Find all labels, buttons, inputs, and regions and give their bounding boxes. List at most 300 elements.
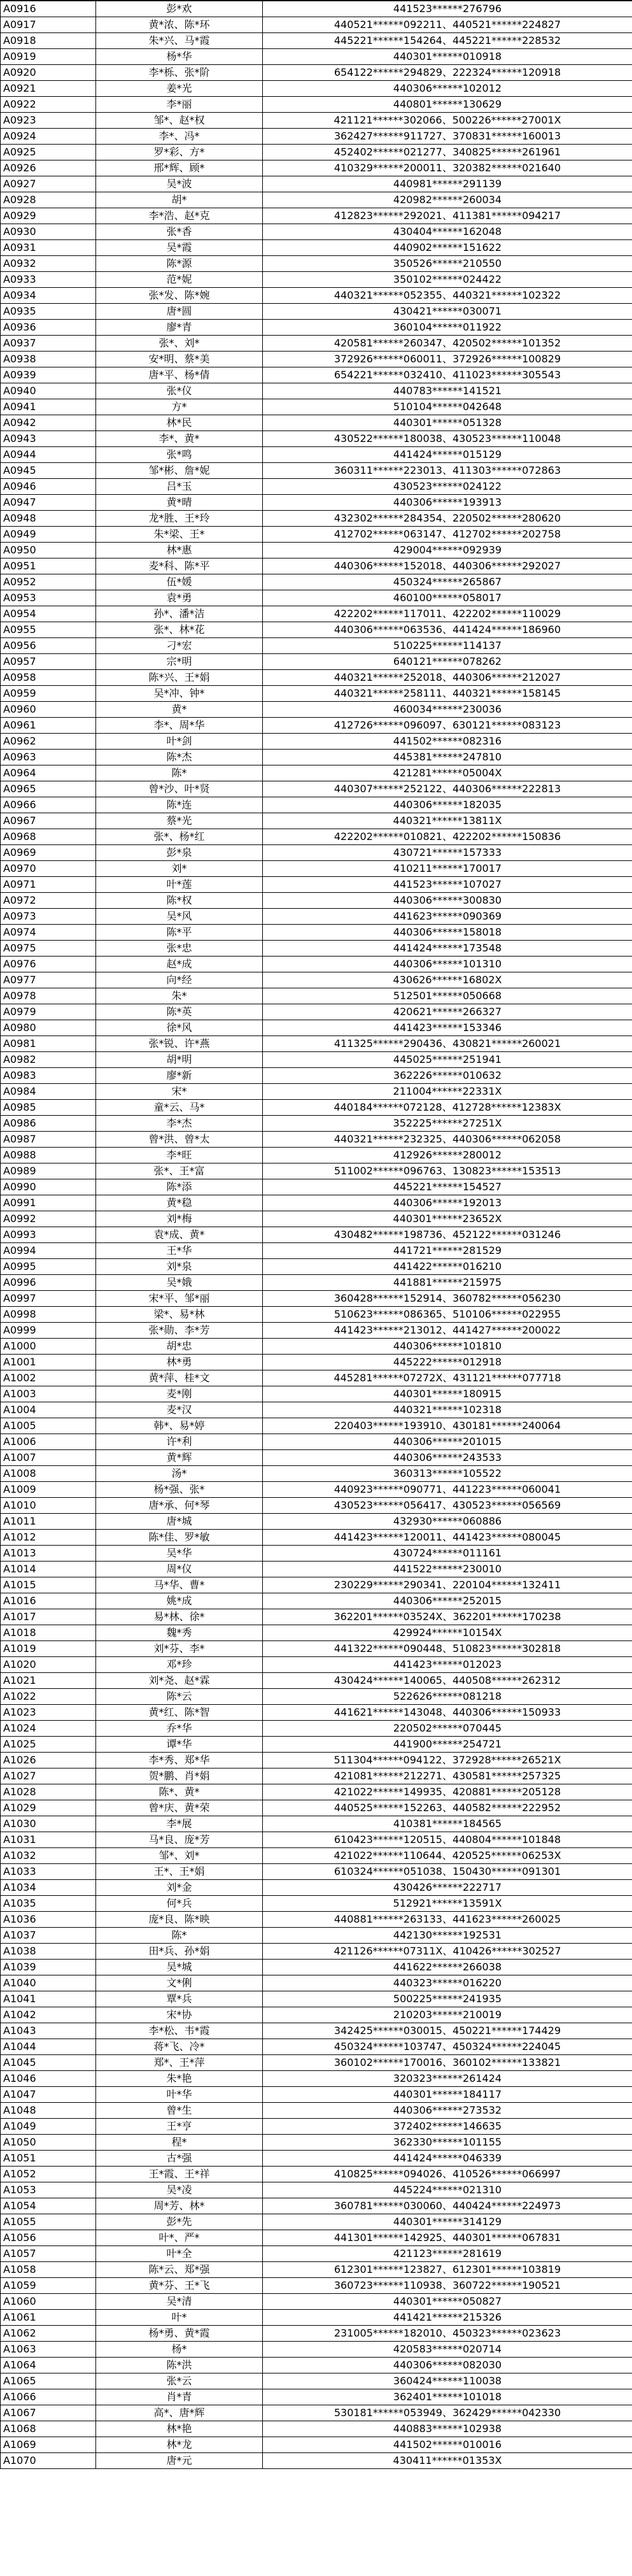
row-id-cell[interactable]: A1063 (1, 2342, 96, 2358)
row-id-number-cell[interactable]: 422202******117011、422202******110029 (263, 606, 632, 622)
row-id-cell[interactable]: A0920 (1, 65, 96, 81)
row-id-cell[interactable]: A0983 (1, 1068, 96, 1084)
row-name-cell[interactable]: 彭*先 (96, 2214, 263, 2230)
row-name-cell[interactable]: 姜*光 (96, 81, 263, 97)
row-name-cell[interactable]: 王*亨 (96, 2119, 263, 2135)
row-id-cell[interactable]: A1053 (1, 2182, 96, 2198)
row-id-number-cell[interactable]: 654122******294829、222324******120918 (263, 65, 632, 81)
row-id-number-cell[interactable]: 441622******266038 (263, 1960, 632, 1975)
row-id-cell[interactable]: A1026 (1, 1753, 96, 1768)
row-name-cell[interactable]: 肖*青 (96, 2389, 263, 2405)
row-id-number-cell[interactable]: 362427******911727、370831******160013 (263, 129, 632, 145)
row-id-number-cell[interactable]: 441424******046339 (263, 2151, 632, 2167)
row-name-cell[interactable]: 廖*新 (96, 1068, 263, 1084)
row-id-number-cell[interactable]: 450324******265867 (263, 574, 632, 590)
row-id-cell[interactable]: A0967 (1, 813, 96, 829)
row-id-number-cell[interactable]: 445221******154527 (263, 1179, 632, 1195)
row-id-cell[interactable]: A1038 (1, 1944, 96, 1960)
row-name-cell[interactable]: 陈*云、郑*强 (96, 2262, 263, 2278)
row-id-cell[interactable]: A0961 (1, 718, 96, 734)
row-id-number-cell[interactable]: 360104******011922 (263, 320, 632, 336)
row-id-number-cell[interactable]: 510104******042648 (263, 399, 632, 415)
row-name-cell[interactable]: 邹*彬、詹*妮 (96, 463, 263, 479)
row-id-number-cell[interactable]: 421121******302066、500226******27001X (263, 113, 632, 129)
row-id-number-cell[interactable]: 512501******050668 (263, 988, 632, 1004)
row-name-cell[interactable]: 陈*源 (96, 256, 263, 272)
row-id-cell[interactable]: A0975 (1, 941, 96, 957)
row-id-cell[interactable]: A0995 (1, 1259, 96, 1275)
row-name-cell[interactable]: 安*明、蔡*美 (96, 352, 263, 367)
row-id-cell[interactable]: A0945 (1, 463, 96, 479)
row-id-cell[interactable]: A0919 (1, 49, 96, 65)
row-id-number-cell[interactable]: 460034******230036 (263, 702, 632, 718)
row-id-number-cell[interactable]: 360781******030060、440424******224973 (263, 2198, 632, 2214)
row-id-number-cell[interactable]: 440306******082030 (263, 2358, 632, 2373)
row-id-cell[interactable]: A1006 (1, 1434, 96, 1450)
row-id-cell[interactable]: A0923 (1, 113, 96, 129)
row-id-number-cell[interactable]: 530181******053949、362429******042330 (263, 2405, 632, 2421)
row-id-cell[interactable]: A0953 (1, 590, 96, 606)
row-id-cell[interactable]: A0963 (1, 750, 96, 765)
row-name-cell[interactable]: 胡*忠 (96, 1339, 263, 1355)
row-id-number-cell[interactable]: 410825******094026、410526******066997 (263, 2167, 632, 2182)
row-id-number-cell[interactable]: 441502******010016 (263, 2437, 632, 2453)
row-id-cell[interactable]: A0959 (1, 686, 96, 702)
row-id-number-cell[interactable]: 610324******051038、150430******091301 (263, 1864, 632, 1880)
row-name-cell[interactable]: 李*、周*华 (96, 718, 263, 734)
row-name-cell[interactable]: 张*仪 (96, 383, 263, 399)
row-name-cell[interactable]: 向*经 (96, 972, 263, 988)
row-id-number-cell[interactable]: 440306******101810 (263, 1339, 632, 1355)
row-name-cell[interactable]: 麦*汉 (96, 1402, 263, 1418)
row-id-number-cell[interactable]: 522626******081218 (263, 1689, 632, 1705)
row-id-cell[interactable]: A0976 (1, 957, 96, 972)
row-id-cell[interactable]: A0927 (1, 176, 96, 192)
row-name-cell[interactable]: 陈*杰 (96, 750, 263, 765)
row-id-number-cell[interactable]: 440321******252018、440306******212027 (263, 670, 632, 686)
row-name-cell[interactable]: 张*忠 (96, 941, 263, 957)
row-id-cell[interactable]: A0982 (1, 1052, 96, 1068)
row-id-number-cell[interactable]: 441881******215975 (263, 1275, 632, 1291)
row-id-cell[interactable]: A1010 (1, 1498, 96, 1514)
row-id-number-cell[interactable]: 429004******092939 (263, 543, 632, 559)
row-id-number-cell[interactable]: 429924******10154X (263, 1625, 632, 1641)
row-id-cell[interactable]: A0993 (1, 1227, 96, 1243)
row-id-cell[interactable]: A1023 (1, 1705, 96, 1721)
row-id-cell[interactable]: A0973 (1, 909, 96, 925)
row-name-cell[interactable]: 黄*浓、陈*环 (96, 17, 263, 33)
row-id-cell[interactable]: A1035 (1, 1896, 96, 1912)
row-id-cell[interactable]: A1000 (1, 1339, 96, 1355)
row-name-cell[interactable]: 马*华、曹* (96, 1577, 263, 1593)
row-id-number-cell[interactable]: 350526******210550 (263, 256, 632, 272)
row-id-number-cell[interactable]: 441623******090369 (263, 909, 632, 925)
row-id-cell[interactable]: A0928 (1, 192, 96, 208)
row-name-cell[interactable]: 唐*元 (96, 2453, 263, 2469)
row-id-cell[interactable]: A0994 (1, 1243, 96, 1259)
row-id-number-cell[interactable]: 230229******290341、220104******132411 (263, 1577, 632, 1593)
row-id-number-cell[interactable]: 440301******051328 (263, 415, 632, 431)
row-id-cell[interactable]: A0955 (1, 622, 96, 638)
row-id-number-cell[interactable]: 430404******162048 (263, 224, 632, 240)
row-id-cell[interactable]: A0986 (1, 1116, 96, 1132)
row-id-cell[interactable]: A1005 (1, 1418, 96, 1434)
row-name-cell[interactable]: 林*艳 (96, 2421, 263, 2437)
row-name-cell[interactable]: 许*利 (96, 1434, 263, 1450)
row-id-number-cell[interactable]: 441422******016210 (263, 1259, 632, 1275)
row-id-number-cell[interactable]: 445281******07272X、431121******077718 (263, 1370, 632, 1386)
row-id-number-cell[interactable]: 440306******243533 (263, 1450, 632, 1466)
row-id-number-cell[interactable]: 360102******170016、360102******133821 (263, 2055, 632, 2071)
row-id-number-cell[interactable]: 342425******030015、450221******174429 (263, 2023, 632, 2039)
row-id-number-cell[interactable]: 421081******212271、430581******257325 (263, 1768, 632, 1784)
row-id-number-cell[interactable]: 440306******300830 (263, 893, 632, 909)
row-id-number-cell[interactable]: 440525******152263、440582******222952 (263, 1800, 632, 1816)
row-name-cell[interactable]: 刘*梅 (96, 1211, 263, 1227)
row-id-cell[interactable]: A1025 (1, 1737, 96, 1753)
row-name-cell[interactable]: 童*云、马* (96, 1100, 263, 1116)
row-name-cell[interactable]: 李*松、韦*霞 (96, 2023, 263, 2039)
row-id-cell[interactable]: A1059 (1, 2278, 96, 2294)
row-id-cell[interactable]: A1060 (1, 2294, 96, 2310)
row-id-number-cell[interactable]: 440301******180915 (263, 1386, 632, 1402)
row-id-number-cell[interactable]: 421281******05004X (263, 765, 632, 781)
row-id-number-cell[interactable]: 372402******146635 (263, 2119, 632, 2135)
row-id-cell[interactable]: A0931 (1, 240, 96, 256)
row-name-cell[interactable]: 陈*平 (96, 925, 263, 941)
row-id-number-cell[interactable]: 441522******230010 (263, 1562, 632, 1577)
row-name-cell[interactable]: 朱* (96, 988, 263, 1004)
row-id-cell[interactable]: A0943 (1, 431, 96, 447)
row-name-cell[interactable]: 吴*清 (96, 2294, 263, 2310)
row-id-cell[interactable]: A1042 (1, 2007, 96, 2023)
row-name-cell[interactable]: 刘*芬、李* (96, 1641, 263, 1657)
row-id-cell[interactable]: A0985 (1, 1100, 96, 1116)
row-name-cell[interactable]: 贺*鹏、肖*娟 (96, 1768, 263, 1784)
row-id-number-cell[interactable]: 360723******110938、360722******190521 (263, 2278, 632, 2294)
row-name-cell[interactable]: 曾*洪、曾*太 (96, 1132, 263, 1148)
row-id-number-cell[interactable]: 410211******170017 (263, 861, 632, 877)
row-name-cell[interactable]: 李*浩、赵*克 (96, 208, 263, 224)
row-id-number-cell[interactable]: 441523******107027 (263, 877, 632, 893)
row-name-cell[interactable]: 曾*沙、叶*贤 (96, 781, 263, 797)
row-id-cell[interactable]: A0946 (1, 479, 96, 495)
row-id-cell[interactable]: A1020 (1, 1657, 96, 1673)
row-id-number-cell[interactable]: 440981******291139 (263, 176, 632, 192)
row-id-number-cell[interactable]: 420581******260347、420502******101352 (263, 336, 632, 352)
row-id-number-cell[interactable]: 210203******210019 (263, 2007, 632, 2023)
row-id-number-cell[interactable]: 510225******114137 (263, 638, 632, 654)
row-name-cell[interactable]: 叶* (96, 2310, 263, 2326)
row-name-cell[interactable]: 蔡*光 (96, 813, 263, 829)
row-name-cell[interactable]: 麦*刚 (96, 1386, 263, 1402)
row-id-number-cell[interactable]: 654221******032410、411023******305543 (263, 367, 632, 383)
row-name-cell[interactable]: 邹*、赵*权 (96, 113, 263, 129)
row-id-cell[interactable]: A1036 (1, 1912, 96, 1928)
row-id-number-cell[interactable]: 422202******010821、422202******150836 (263, 829, 632, 845)
row-name-cell[interactable]: 吴*冲、钟* (96, 686, 263, 702)
row-id-cell[interactable]: A0965 (1, 781, 96, 797)
row-id-number-cell[interactable]: 410329******200011、320382******021640 (263, 160, 632, 176)
row-id-cell[interactable]: A0979 (1, 1004, 96, 1020)
row-id-number-cell[interactable]: 440783******141521 (263, 383, 632, 399)
row-name-cell[interactable]: 罗*彩、方* (96, 145, 263, 160)
row-id-number-cell[interactable]: 445224******021310 (263, 2182, 632, 2198)
row-id-number-cell[interactable]: 421022******149935、420881******205128 (263, 1784, 632, 1800)
row-name-cell[interactable]: 魏*秀 (96, 1625, 263, 1641)
row-name-cell[interactable]: 胡* (96, 192, 263, 208)
row-id-number-cell[interactable]: 412702******063147、412702******202758 (263, 527, 632, 543)
row-id-cell[interactable]: A1021 (1, 1673, 96, 1689)
row-id-cell[interactable]: A1064 (1, 2358, 96, 2373)
row-id-cell[interactable]: A1041 (1, 1991, 96, 2007)
row-id-cell[interactable]: A0935 (1, 304, 96, 320)
row-name-cell[interactable]: 宋* (96, 1084, 263, 1100)
row-id-number-cell[interactable]: 411325******290436、430821******260021 (263, 1036, 632, 1052)
row-name-cell[interactable]: 叶*、严* (96, 2230, 263, 2246)
row-id-cell[interactable]: A0992 (1, 1211, 96, 1227)
row-id-cell[interactable]: A1024 (1, 1721, 96, 1737)
row-id-number-cell[interactable]: 220403******193910、430181******240064 (263, 1418, 632, 1434)
row-id-cell[interactable]: A0938 (1, 352, 96, 367)
row-name-cell[interactable]: 李*展 (96, 1816, 263, 1832)
row-name-cell[interactable]: 文*俐 (96, 1975, 263, 1991)
row-id-number-cell[interactable]: 372926******060011、372926******100829 (263, 352, 632, 367)
row-id-cell[interactable]: A1058 (1, 2262, 96, 2278)
row-name-cell[interactable]: 何*兵 (96, 1896, 263, 1912)
row-name-cell[interactable]: 曾*庆、黄*荣 (96, 1800, 263, 1816)
row-id-number-cell[interactable]: 440321******258111、440321******158145 (263, 686, 632, 702)
row-id-number-cell[interactable]: 430721******157333 (263, 845, 632, 861)
row-name-cell[interactable]: 黄*稳 (96, 1195, 263, 1211)
row-id-number-cell[interactable]: 360424******110038 (263, 2373, 632, 2389)
row-id-number-cell[interactable]: 440306******201015 (263, 1434, 632, 1450)
row-id-cell[interactable]: A0957 (1, 654, 96, 670)
row-id-cell[interactable]: A1034 (1, 1880, 96, 1896)
row-id-number-cell[interactable]: 430523******024122 (263, 479, 632, 495)
row-id-number-cell[interactable]: 452402******021277、340825******261961 (263, 145, 632, 160)
row-id-cell[interactable]: A0969 (1, 845, 96, 861)
row-name-cell[interactable]: 吕*玉 (96, 479, 263, 495)
row-name-cell[interactable]: 林*民 (96, 415, 263, 431)
row-id-number-cell[interactable]: 440184******072128、412728******12383X (263, 1100, 632, 1116)
row-name-cell[interactable]: 叶*莲 (96, 877, 263, 893)
row-id-cell[interactable]: A0988 (1, 1148, 96, 1163)
row-name-cell[interactable]: 朱*兴、马*霞 (96, 33, 263, 49)
row-id-number-cell[interactable]: 440321******232325、440306******062058 (263, 1132, 632, 1148)
row-id-number-cell[interactable]: 440306******273532 (263, 2103, 632, 2119)
row-id-cell[interactable]: A1013 (1, 1546, 96, 1562)
row-id-number-cell[interactable]: 441424******015129 (263, 447, 632, 463)
row-id-number-cell[interactable]: 500225******241935 (263, 1991, 632, 2007)
row-id-cell[interactable]: A1003 (1, 1386, 96, 1402)
row-name-cell[interactable]: 邹*、刘* (96, 1848, 263, 1864)
row-name-cell[interactable]: 梁*、易*林 (96, 1307, 263, 1323)
row-id-cell[interactable]: A1001 (1, 1355, 96, 1370)
row-name-cell[interactable]: 宋*平、邹*丽 (96, 1291, 263, 1307)
row-name-cell[interactable]: 李*、冯* (96, 129, 263, 145)
row-id-number-cell[interactable]: 320323******261424 (263, 2071, 632, 2087)
row-name-cell[interactable]: 胡*明 (96, 1052, 263, 1068)
row-id-cell[interactable]: A0916 (1, 1, 96, 17)
row-id-number-cell[interactable]: 440301******314129 (263, 2214, 632, 2230)
row-id-cell[interactable]: A1048 (1, 2103, 96, 2119)
row-id-number-cell[interactable]: 460100******058017 (263, 590, 632, 606)
row-name-cell[interactable]: 杨*强、张* (96, 1482, 263, 1498)
row-id-cell[interactable]: A0966 (1, 797, 96, 813)
row-name-cell[interactable]: 韩*、易*婷 (96, 1418, 263, 1434)
row-id-cell[interactable]: A0956 (1, 638, 96, 654)
row-name-cell[interactable]: 杨*华 (96, 49, 263, 65)
row-id-cell[interactable]: A0942 (1, 415, 96, 431)
row-name-cell[interactable]: 李*、黄* (96, 431, 263, 447)
row-name-cell[interactable]: 古*强 (96, 2151, 263, 2167)
row-name-cell[interactable]: 张*云 (96, 2373, 263, 2389)
row-id-number-cell[interactable]: 440902******151622 (263, 240, 632, 256)
row-id-number-cell[interactable]: 440301******184117 (263, 2087, 632, 2103)
row-id-number-cell[interactable]: 440306******063536、441424******186960 (263, 622, 632, 638)
row-id-number-cell[interactable]: 430523******056417、430523******056569 (263, 1498, 632, 1514)
row-name-cell[interactable]: 叶*全 (96, 2246, 263, 2262)
row-name-cell[interactable]: 方* (96, 399, 263, 415)
row-id-cell[interactable]: A0987 (1, 1132, 96, 1148)
row-id-cell[interactable]: A0948 (1, 511, 96, 527)
row-name-cell[interactable]: 张*、刘* (96, 336, 263, 352)
row-id-number-cell[interactable]: 220502******070445 (263, 1721, 632, 1737)
row-id-cell[interactable]: A1016 (1, 1593, 96, 1609)
row-id-number-cell[interactable]: 511304******094122、372928******26521X (263, 1753, 632, 1768)
row-name-cell[interactable]: 张*、林*花 (96, 622, 263, 638)
row-id-number-cell[interactable]: 640121******078262 (263, 654, 632, 670)
row-id-number-cell[interactable]: 430626******16802X (263, 972, 632, 988)
row-id-number-cell[interactable]: 445381******247810 (263, 750, 632, 765)
row-id-cell[interactable]: A0937 (1, 336, 96, 352)
row-id-cell[interactable]: A0989 (1, 1163, 96, 1179)
row-id-cell[interactable]: A1050 (1, 2135, 96, 2151)
row-id-cell[interactable]: A1054 (1, 2198, 96, 2214)
row-id-cell[interactable]: A1047 (1, 2087, 96, 2103)
row-id-cell[interactable]: A1014 (1, 1562, 96, 1577)
row-name-cell[interactable]: 徐*风 (96, 1020, 263, 1036)
row-name-cell[interactable]: 吴*风 (96, 909, 263, 925)
row-name-cell[interactable]: 张*香 (96, 224, 263, 240)
row-id-cell[interactable]: A1039 (1, 1960, 96, 1975)
row-id-cell[interactable]: A1033 (1, 1864, 96, 1880)
row-id-number-cell[interactable]: 440323******016220 (263, 1975, 632, 1991)
row-name-cell[interactable]: 范*妮 (96, 272, 263, 288)
row-id-cell[interactable]: A0925 (1, 145, 96, 160)
row-name-cell[interactable]: 彭*泉 (96, 845, 263, 861)
row-id-number-cell[interactable]: 211004******22331X (263, 1084, 632, 1100)
row-name-cell[interactable]: 黄*晴 (96, 495, 263, 511)
row-id-cell[interactable]: A1017 (1, 1609, 96, 1625)
row-id-cell[interactable]: A0990 (1, 1179, 96, 1195)
row-name-cell[interactable]: 黄* (96, 702, 263, 718)
row-id-cell[interactable]: A0950 (1, 543, 96, 559)
row-id-cell[interactable]: A1052 (1, 2167, 96, 2182)
row-id-cell[interactable]: A0952 (1, 574, 96, 590)
row-name-cell[interactable]: 田*兵、孙*娟 (96, 1944, 263, 1960)
row-id-cell[interactable]: A0929 (1, 208, 96, 224)
row-name-cell[interactable]: 高*、唐*辉 (96, 2405, 263, 2421)
row-id-number-cell[interactable]: 430482******198736、452122******031246 (263, 1227, 632, 1243)
row-id-cell[interactable]: A1065 (1, 2373, 96, 2389)
row-name-cell[interactable]: 张*、王*富 (96, 1163, 263, 1179)
row-id-number-cell[interactable]: 430411******01353X (263, 2453, 632, 2469)
row-id-cell[interactable]: A0944 (1, 447, 96, 463)
row-name-cell[interactable]: 袁*成、黄* (96, 1227, 263, 1243)
row-name-cell[interactable]: 朱*艳 (96, 2071, 263, 2087)
row-id-cell[interactable]: A0941 (1, 399, 96, 415)
row-name-cell[interactable]: 杨*勇、黄*霞 (96, 2326, 263, 2342)
row-name-cell[interactable]: 覃*兵 (96, 1991, 263, 2007)
row-id-cell[interactable]: A1030 (1, 1816, 96, 1832)
row-id-cell[interactable]: A1069 (1, 2437, 96, 2453)
row-name-cell[interactable]: 陈* (96, 765, 263, 781)
row-name-cell[interactable]: 张*勋、李*芳 (96, 1323, 263, 1339)
row-id-number-cell[interactable]: 420621******266327 (263, 1004, 632, 1020)
row-name-cell[interactable]: 张*、杨*红 (96, 829, 263, 845)
row-id-cell[interactable]: A0921 (1, 81, 96, 97)
row-id-number-cell[interactable]: 440306******158018 (263, 925, 632, 941)
row-id-cell[interactable]: A1062 (1, 2326, 96, 2342)
row-id-cell[interactable]: A0984 (1, 1084, 96, 1100)
row-name-cell[interactable]: 王*、王*娟 (96, 1864, 263, 1880)
row-name-cell[interactable]: 李*杰 (96, 1116, 263, 1132)
row-id-cell[interactable]: A0964 (1, 765, 96, 781)
row-name-cell[interactable]: 龙*胜、王*玲 (96, 511, 263, 527)
row-id-number-cell[interactable]: 612301******123827、612301******103819 (263, 2262, 632, 2278)
row-name-cell[interactable]: 汤* (96, 1466, 263, 1482)
row-name-cell[interactable]: 吴*华 (96, 1546, 263, 1562)
row-name-cell[interactable]: 易*林、徐* (96, 1609, 263, 1625)
row-id-cell[interactable]: A1070 (1, 2453, 96, 2469)
row-id-number-cell[interactable]: 412926******280012 (263, 1148, 632, 1163)
row-id-number-cell[interactable]: 440306******101310 (263, 957, 632, 972)
row-id-number-cell[interactable]: 441621******143048、440306******150933 (263, 1705, 632, 1721)
row-id-number-cell[interactable]: 440301******23652X (263, 1211, 632, 1227)
row-id-number-cell[interactable]: 441424******173548 (263, 941, 632, 957)
row-id-number-cell[interactable]: 362201******03524X、362201******170238 (263, 1609, 632, 1625)
row-name-cell[interactable]: 陈*连 (96, 797, 263, 813)
row-id-number-cell[interactable]: 510623******086365、510106******022955 (263, 1307, 632, 1323)
row-name-cell[interactable]: 吴*波 (96, 176, 263, 192)
row-id-cell[interactable]: A1018 (1, 1625, 96, 1641)
row-id-number-cell[interactable]: 441423******012023 (263, 1657, 632, 1673)
row-name-cell[interactable]: 周*仪 (96, 1562, 263, 1577)
row-name-cell[interactable]: 彭*欢 (96, 1, 263, 17)
row-id-cell[interactable]: A0971 (1, 877, 96, 893)
row-name-cell[interactable]: 李*丽 (96, 97, 263, 113)
row-id-number-cell[interactable]: 441423******213012、441427******200022 (263, 1323, 632, 1339)
row-id-number-cell[interactable]: 512921******13591X (263, 1896, 632, 1912)
row-id-cell[interactable]: A0924 (1, 129, 96, 145)
row-name-cell[interactable]: 张*发、陈*婉 (96, 288, 263, 304)
row-name-cell[interactable]: 黄*萍、桂*文 (96, 1370, 263, 1386)
row-name-cell[interactable]: 唐*平、杨*倩 (96, 367, 263, 383)
row-id-number-cell[interactable]: 511002******096763、130823******153513 (263, 1163, 632, 1179)
row-id-cell[interactable]: A0968 (1, 829, 96, 845)
row-name-cell[interactable]: 杨* (96, 2342, 263, 2358)
row-name-cell[interactable]: 郑*、王*萍 (96, 2055, 263, 2071)
row-id-number-cell[interactable]: 420583******020714 (263, 2342, 632, 2358)
row-name-cell[interactable]: 黄*红、陈*智 (96, 1705, 263, 1721)
row-name-cell[interactable]: 宋*协 (96, 2007, 263, 2023)
row-id-cell[interactable]: A0933 (1, 272, 96, 288)
row-name-cell[interactable]: 谭*华 (96, 1737, 263, 1753)
row-id-number-cell[interactable]: 440883******102938 (263, 2421, 632, 2437)
row-id-number-cell[interactable]: 430421******030071 (263, 304, 632, 320)
